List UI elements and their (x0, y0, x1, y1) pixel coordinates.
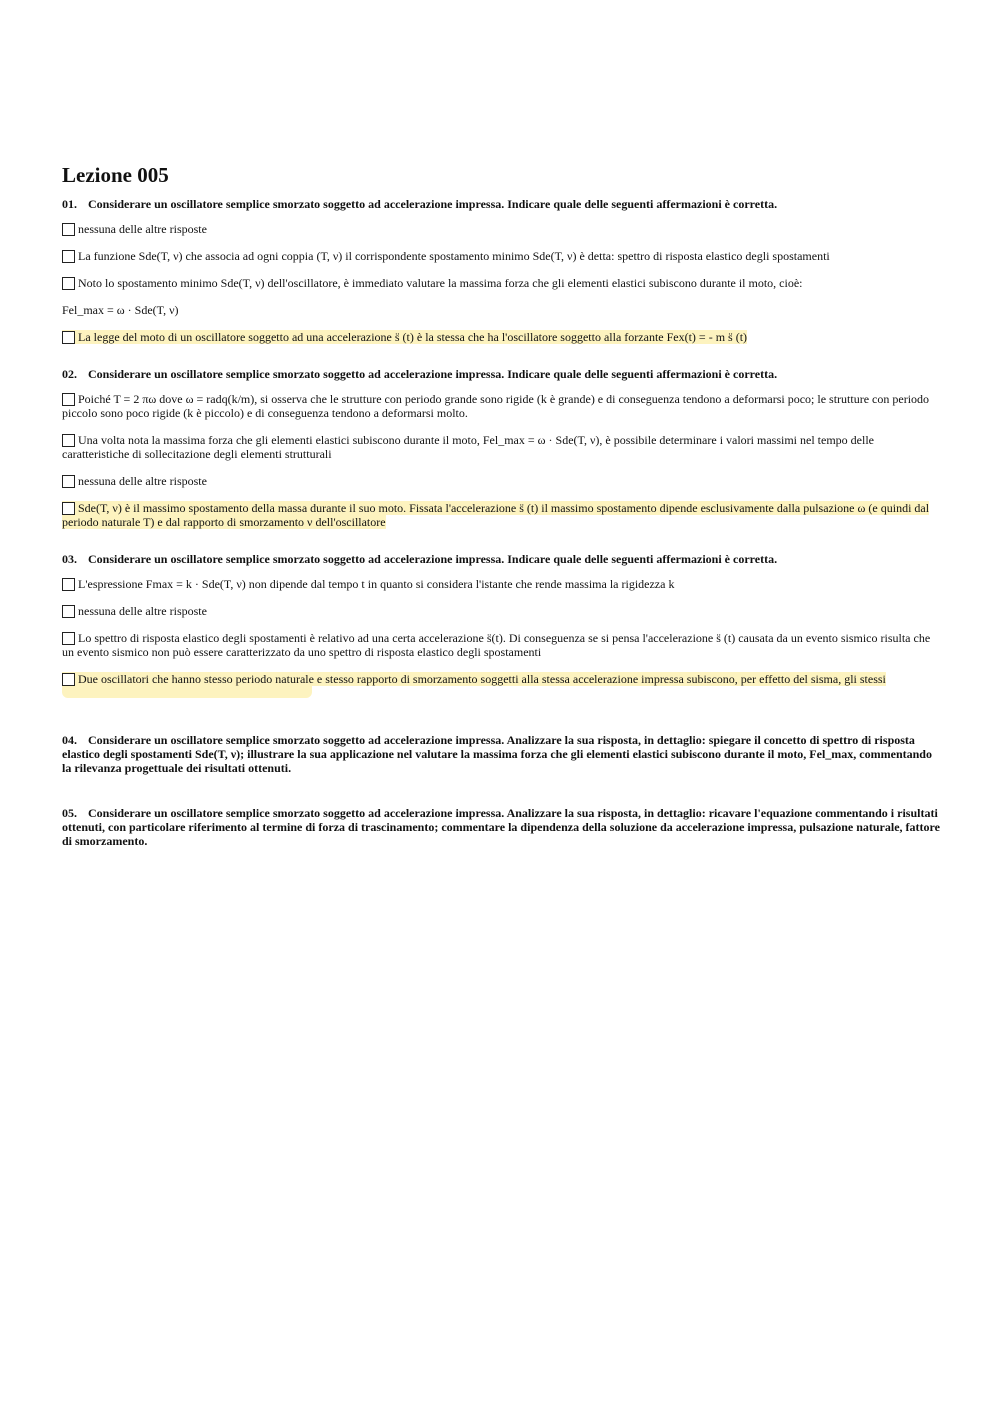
option-text: La legge del moto di un oscillatore soggetto ad una accelerazione s̈ (t) è la stessa che ha l'oscillatore soggetto alla forzante Fex(t) = - m s̈ (t) (78, 330, 748, 344)
checkbox[interactable] (62, 277, 75, 290)
option-text: Sde(T, ν) è il massimo spostamento della massa durante il suo moto. Fissata l'accelerazione s̈ (t) il massimo spostamento dipende esclusivamente dalla pulsazione ω (e quindi dal periodo naturale T) e dal rapporto di smorzamento ν dell'oscillatore (62, 501, 930, 529)
checkbox[interactable] (62, 475, 75, 488)
question-01 (62, 197, 942, 344)
checkbox[interactable] (62, 223, 75, 236)
question-text: Considerare un oscillatore semplice smorzato soggetto ad accelerazione impressa. Analizzare la sua risposta, in dettaglio: ricavare l'equazione commentando i risultati ottenuti, con particolare riferimento al termine di forza di trascinamento; commentare la dipendenza della soluzione da accelerazione impressa, pulsazione naturale, fattore di smorzamento. (62, 806, 940, 848)
checkbox[interactable] (62, 578, 75, 591)
checkbox[interactable] (62, 331, 75, 344)
option-text: Poiché T = 2 πω dove ω = radq(k/m), si osserva che le strutture con periodo grande sono rigide (k è grande) e di conseguenza tendono a deformarsi poco; le strutture con periodo piccolo sono poco rigide (k è piccolo) e di conseguenza tendono a deformarsi molto. (62, 392, 930, 420)
lesson-title: Lezione 005 (62, 163, 169, 187)
checkbox[interactable] (62, 393, 75, 406)
checkbox[interactable] (62, 434, 75, 447)
question-number: 04. (62, 733, 77, 747)
question-header (62, 552, 942, 566)
question-text: Considerare un oscillatore semplice smorzato soggetto ad accelerazione impressa. Indicare quale delle seguenti affermazioni è corretta. (88, 552, 778, 566)
question-03 (62, 552, 942, 700)
answer-option[interactable] (62, 631, 942, 659)
answer-option[interactable] (62, 222, 942, 236)
option-text: Due oscillatori che hanno stesso periodo naturale e stesso rapporto di smorzamento soggetti alla stessa accelerazione impressa subiscono, per effetto del sisma, gli stessi (78, 672, 886, 686)
question-text: Considerare un oscillatore semplice smorzato soggetto ad accelerazione impressa. Indicare quale delle seguenti affermazioni è corretta. (88, 367, 778, 381)
answer-option[interactable] (62, 276, 942, 290)
question-text: Considerare un oscillatore semplice smorzato soggetto ad accelerazione impressa. Analizzare la sua risposta, in dettaglio: spiegare il concetto di spettro di risposta elastico degli spostamenti Sde(T, ν); illustrare la sua applicazione nel valutare la massima forza che gli elementi elastici subiscono durante il moto, Fel_max, commentando la rilevanza progettuale dei risultati ottenuti. (62, 733, 932, 775)
checkbox[interactable] (62, 605, 75, 618)
question-header (62, 367, 942, 381)
answer-option[interactable] (62, 433, 942, 461)
question-text: Considerare un oscillatore semplice smorzato soggetto ad accelerazione impressa. Indicare quale delle seguenti affermazioni è corretta. (88, 197, 778, 211)
option-text: nessuna delle altre risposte (78, 604, 207, 618)
question-header (62, 197, 942, 211)
option-text: La funzione Sde(T, ν) che associa ad ogni coppia (T, ν) il corrispondente spostamento minimo Sde(T, ν) è detta: spettro di risposta elastico degli spostamenti (78, 249, 830, 263)
question-header (62, 806, 942, 848)
answer-option[interactable] (62, 604, 942, 618)
document-body (62, 163, 942, 859)
answer-option[interactable] (62, 249, 942, 263)
answer-option[interactable] (62, 392, 942, 420)
answer-option-highlighted[interactable] (62, 330, 942, 344)
option-text: nessuna delle altre risposte (78, 222, 207, 236)
checkbox[interactable] (62, 502, 75, 515)
question-number: 05. (62, 806, 77, 820)
question-04 (62, 733, 942, 775)
answer-option-highlighted[interactable] (62, 501, 942, 529)
option-text: L'espressione Fmax = k · Sde(T, ν) non dipende dal tempo t in quanto si considera l'istante che rende massima la rigidezza k (78, 577, 675, 591)
checkbox[interactable] (62, 250, 75, 263)
formula-text: Fel_max = ω · Sde(T, ν) (62, 303, 179, 317)
question-02 (62, 367, 942, 529)
option-text: Lo spettro di risposta elastico degli spostamenti è relativo ad una certa accelerazione s̈(t). Di conseguenza se si pensa l'accelerazione s̈ (t) causata da un evento sismico risulta che un evento sismico non può essere caratterizzato da uno spettro di risposta elastico degli spostamenti (62, 631, 931, 659)
checkbox[interactable] (62, 673, 75, 686)
answer-option[interactable] (62, 577, 942, 591)
answer-option-highlighted[interactable] (62, 672, 942, 686)
checkbox[interactable] (62, 632, 75, 645)
option-text: Una volta nota la massima forza che gli elementi elastici subiscono durante il moto, Fel_max = ω · Sde(T, ν), è possibile determinare i valori massimi nel tempo delle caratteristiche di sollecitazione degli elementi strutturali (62, 433, 874, 461)
option-text: Noto lo spostamento minimo Sde(T, ν) dell'oscillatore, è immediato valutare la massima forza che gli elementi elastici subiscono durante il moto, cioè: (78, 276, 803, 290)
question-number: 01. (62, 197, 77, 211)
question-number: 02. (62, 367, 77, 381)
answer-option[interactable] (62, 474, 942, 488)
question-05 (62, 806, 942, 848)
question-number: 03. (62, 552, 77, 566)
question-header (62, 733, 942, 775)
highlight-continuation (62, 686, 312, 698)
option-text: nessuna delle altre risposte (78, 474, 207, 488)
